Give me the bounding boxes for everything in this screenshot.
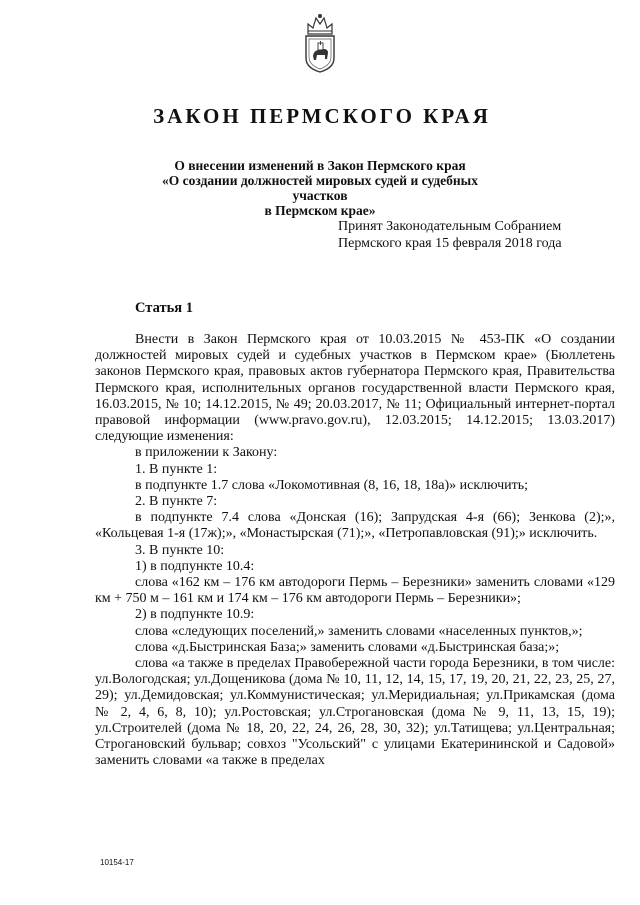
subtitle-line: «О создании должностей мировых судей и судебных участков	[162, 173, 478, 203]
paragraph: слова «162 км – 176 км автодороги Пермь – Березники» заменить словами «129 км + 750 м – 161 км и 174 км – 176 км автодороги Пермь – Березники»;	[95, 575, 615, 607]
article-body	[95, 332, 615, 769]
subtitle-line: в Пермском крае»	[264, 203, 376, 218]
paragraph: слова «следующих поселений,» заменить словами «населенных пунктов,»;	[135, 623, 583, 639]
article-heading: Статья 1	[135, 300, 193, 316]
adoption-note	[338, 218, 562, 252]
paragraph: 2. В пункте 7:	[135, 494, 218, 510]
paragraph: 3. В пункте 10:	[135, 542, 225, 558]
paragraph: слова «д.Быстринская База;» заменить словами «д.Быстринская база;»;	[135, 639, 560, 655]
subtitle-line: О внесении изменений в Закон Пермского края	[174, 158, 466, 173]
paragraph: в подпункте 7.4 слова «Донская (16); Запрудская 4-я (66); Зенкова (2);», «Кольцевая 1-я (17ж);», «Монастырская (71);», «Петропавловская (91);» исключить.	[95, 510, 615, 542]
paragraph: в подпункте 1.7 слова «Локомотивная (8, 16, 18, 18а)» исключить;	[135, 477, 528, 493]
law-subtitle	[150, 158, 490, 218]
paragraph: слова «а также в пределах Правобережной части города Березники, в том числе: ул.Вологодская; ул.Дощеникова (дома № 10, 11, 12, 14, 15, 17, 19, 20, 21, 22, 23, 25, 27, 29); ул.Демидовская; ул.Коммунистическая; ул.Меридиальная; ул.Прикамская (дома № 2, 4, 6, 8, 10); ул.Ростовская; ул.Строгановская (дома № 9, 11, 13, 15, 19); ул.Строителей (дома № 18, 20, 22, 24, 26, 28, 30, 32); ул.Татищева; ул.Центральная; Строгановский бульвар; совхоз "Усольский" с улицами Екатерининской и Садовой» заменить словами «а также в пределах	[95, 656, 615, 769]
coat-of-arms-icon	[302, 12, 338, 74]
paragraph: Внести в Закон Пермского края от 10.03.2015 № 453-ПК «О создании должностей мировых судей и судебных участков в Пермском крае» (Бюллетень законов Пермского края, правовых актов губернатора Пермского края, Правительства Пермского края, исполнительных органов государственной власти Пермского края, 16.03.2015, № 10; 14.12.2015, № 49; 20.03.2017, № 11; Официальный интернет-портал правовой информации (www.pravo.gov.ru), 12.03.2015; 14.12.2015; 13.03.2017) следующие изменения:	[95, 332, 615, 445]
paragraph: 1. В пункте 1:	[135, 461, 218, 477]
law-title: ЗАКОН ПЕРМСКОГО КРАЯ	[153, 104, 491, 128]
document-code: 10154-17	[100, 858, 134, 867]
adoption-line: Пермского края 15 февраля 2018 года	[338, 236, 562, 251]
paragraph: 2) в подпункте 10.9:	[135, 607, 255, 623]
paragraph: 1) в подпункте 10.4:	[135, 558, 255, 574]
paragraph: в приложении к Закону:	[135, 445, 278, 461]
adoption-line: Принят Законодательным Собранием	[338, 219, 562, 234]
